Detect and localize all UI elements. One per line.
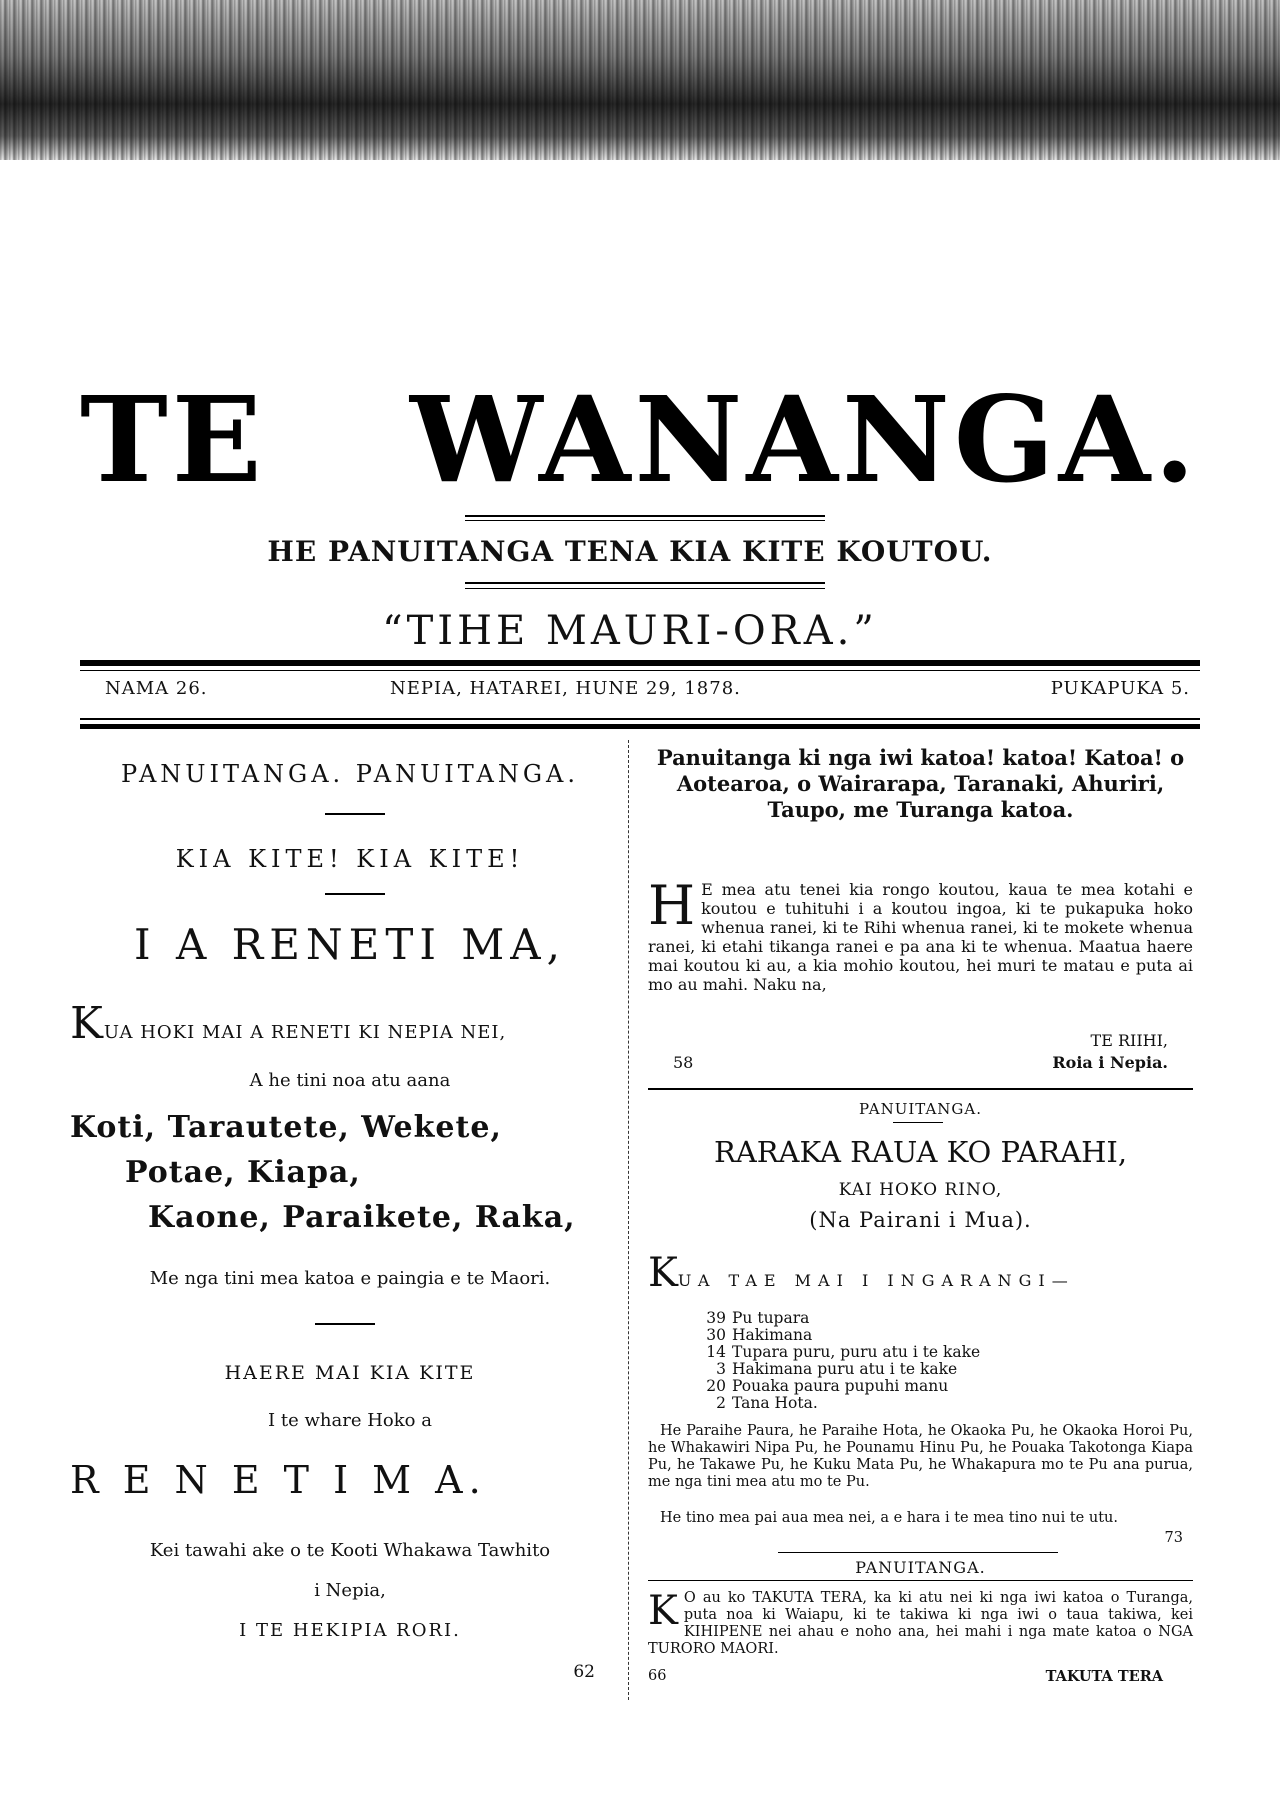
ad2-body-2: He tino mea pai aua mea nei, a e hara i te mea tino nui te utu. [660, 1510, 1118, 1526]
right-rule-2 [893, 1122, 943, 1123]
ad3-body-wrap [648, 1590, 1193, 1658]
rule-thick-bottom [80, 724, 1200, 729]
rule-top-2 [465, 520, 825, 521]
goods-row: 20 Pouaka paura pupuhi manu [706, 1377, 949, 1395]
left-heading: PANUITANGA. PANUITANGA. [121, 760, 579, 788]
goods-row: 30 Hakimana [706, 1326, 813, 1344]
ad2-body: He Paraihe Paura, he Paraihe Hota, he Okaoka Pu, he Okaoka Horoi Pu, he Whakawiri Nipa Pu, he Pounamu Hinu Pu, he Pouaka Takotonga Kiapa Pu, he Takawe Pu, he Kuku Mata Pu, he Whakapura mo te Pu ana purua, me nga tini mea atu mo te Pu. [648, 1423, 1193, 1490]
ad3-label: PANUITANGA. [855, 1558, 986, 1577]
notice-text: E mea atu tenei kia rongo koutou, kaua te mea kotahi e koutou e tuhituhi i a koutou ingoa, ki te pukapuka hoko whenua ranei, ki te Rihi whenua ranei, ki te mokete whenua ranei, ki etahi tikanga ranei e pa ana ki te whenua. Maatua haere mai koutou ki au, a kia mohio koutou, hei muri te matau e puta ai mo au mahi. Naku na, [648, 880, 1193, 994]
ad2-intro-line [648, 1250, 1193, 1296]
right-column [648, 740, 1193, 1740]
whare-hoko: I te whare Hoko a [268, 1410, 432, 1431]
left-ad-number: 62 [573, 1662, 595, 1682]
street: I TE HEKIPIA RORI. [239, 1620, 461, 1641]
dateline: NEPIA, HATAREI, HUNE 29, 1878. [390, 678, 741, 699]
masthead-right: WANANGA. [410, 370, 1200, 509]
notice-body [648, 874, 1193, 994]
goods-row: 14 Tupara puru, puru atu i te kake [706, 1343, 981, 1361]
goods-row: 2 Tana Hota. [716, 1394, 818, 1412]
ad2-dropcap: K [648, 1250, 678, 1296]
notice-heading: Panuitanga ki nga iwi katoa! katoa! Katoa! o Aotearoa, o Wairarapa, Taranaki, Ahuriri, Taupo, me Turanga katoa. [656, 745, 1185, 822]
issue-row [80, 678, 1190, 710]
notice-signature: TE RIIHI, [1090, 1031, 1168, 1050]
intro-dropcap: K [70, 998, 104, 1049]
ad2-title: RARAKA RAUA KO PARAHI, [713, 1135, 1128, 1169]
rule-mid-1 [465, 582, 825, 584]
rule-top-1 [465, 515, 825, 517]
goods-line-1: Koti, Tarautete, Wekete, [70, 1110, 502, 1145]
motto: “TIHE MAURI-ORA.” [382, 608, 878, 654]
goods-desc: Me nga tini mea katoa e paingia e te Maori. [149, 1268, 551, 1289]
masthead-left: TE [80, 370, 266, 509]
location: Kei tawahi ake o te Kooti Whakawa Tawhito [149, 1540, 551, 1561]
haere-mai: HAERE MAI KIA KITE [224, 1362, 476, 1384]
ad3-number: 66 [648, 1668, 667, 1684]
ad2-number: 73 [1164, 1530, 1183, 1546]
intro-line [70, 998, 630, 1049]
right-rule-1 [648, 1088, 1193, 1090]
ad2-sub: KAI HOKO RINO, [838, 1180, 1003, 1200]
goods-line-2: Potae, Kiapa, [125, 1155, 361, 1190]
ad2-intro: UA TAE MAI I INGARANGI— [677, 1271, 1075, 1290]
left-rule-1 [325, 813, 385, 815]
notice-number: 58 [673, 1053, 694, 1072]
ad2-goods-list [698, 1310, 1178, 1412]
notice-signature-title: Roia i Nepia. [1052, 1053, 1168, 1072]
ad3-signature: TAKUTA TERA [1045, 1668, 1163, 1685]
ad3-dropcap: K [648, 1588, 678, 1634]
rule-thin-top [80, 670, 1200, 671]
subtitle: HE PANUITANGA TENA KIA KITE KOUTOU. [267, 535, 993, 568]
tagline: A he tini noa atu aana [249, 1070, 451, 1091]
rule-thick-top [80, 660, 1200, 666]
issue-number: NAMA 26. [105, 678, 208, 699]
location-2: i Nepia, [314, 1580, 386, 1601]
ad2-sub2: (Na Pairani i Mua). [809, 1208, 1032, 1232]
name-heading: I A RENETI MA, [134, 920, 566, 969]
kia-kite: KIA KITE! KIA KITE! [175, 845, 525, 873]
left-column [70, 740, 630, 1740]
left-rule-2 [325, 893, 385, 895]
volume: PUKAPUKA 5. [1050, 678, 1190, 699]
right-rule-4 [648, 1580, 1193, 1581]
scan-noise-band [0, 0, 1280, 160]
goods-line-3: Kaone, Paraikete, Raka, [148, 1200, 576, 1235]
goods-row: 39 Pu tupara [706, 1309, 810, 1327]
right-rule-3 [778, 1552, 1058, 1553]
notice-dropcap: H [648, 874, 696, 937]
goods-row: 3 Hakimana puru atu i te kake [716, 1360, 958, 1378]
firm-name: R E N E T I M A. [70, 1458, 487, 1502]
rule-mid-2 [465, 588, 825, 589]
column-divider [628, 740, 630, 1700]
left-rule-3 [315, 1323, 375, 1325]
ad3-body: O au ko TAKUTA TERA, ka ki atu nei ki nga iwi katoa o Turanga, puta noa ki Waiapu, ki te takiwa ki nga iwi o taua takiwa, kei KIHIPENE nei ahau e noho ana, hei mahi i nga mate katoa o NGA TURORO MAORI. [648, 1590, 1193, 1657]
masthead-title [80, 370, 1200, 509]
rule-thin-bottom [80, 718, 1200, 720]
ad2-label: PANUITANGA. [859, 1100, 982, 1118]
intro-text: UA HOKI MAI A RENETI KI NEPIA NEI, [103, 1022, 507, 1043]
